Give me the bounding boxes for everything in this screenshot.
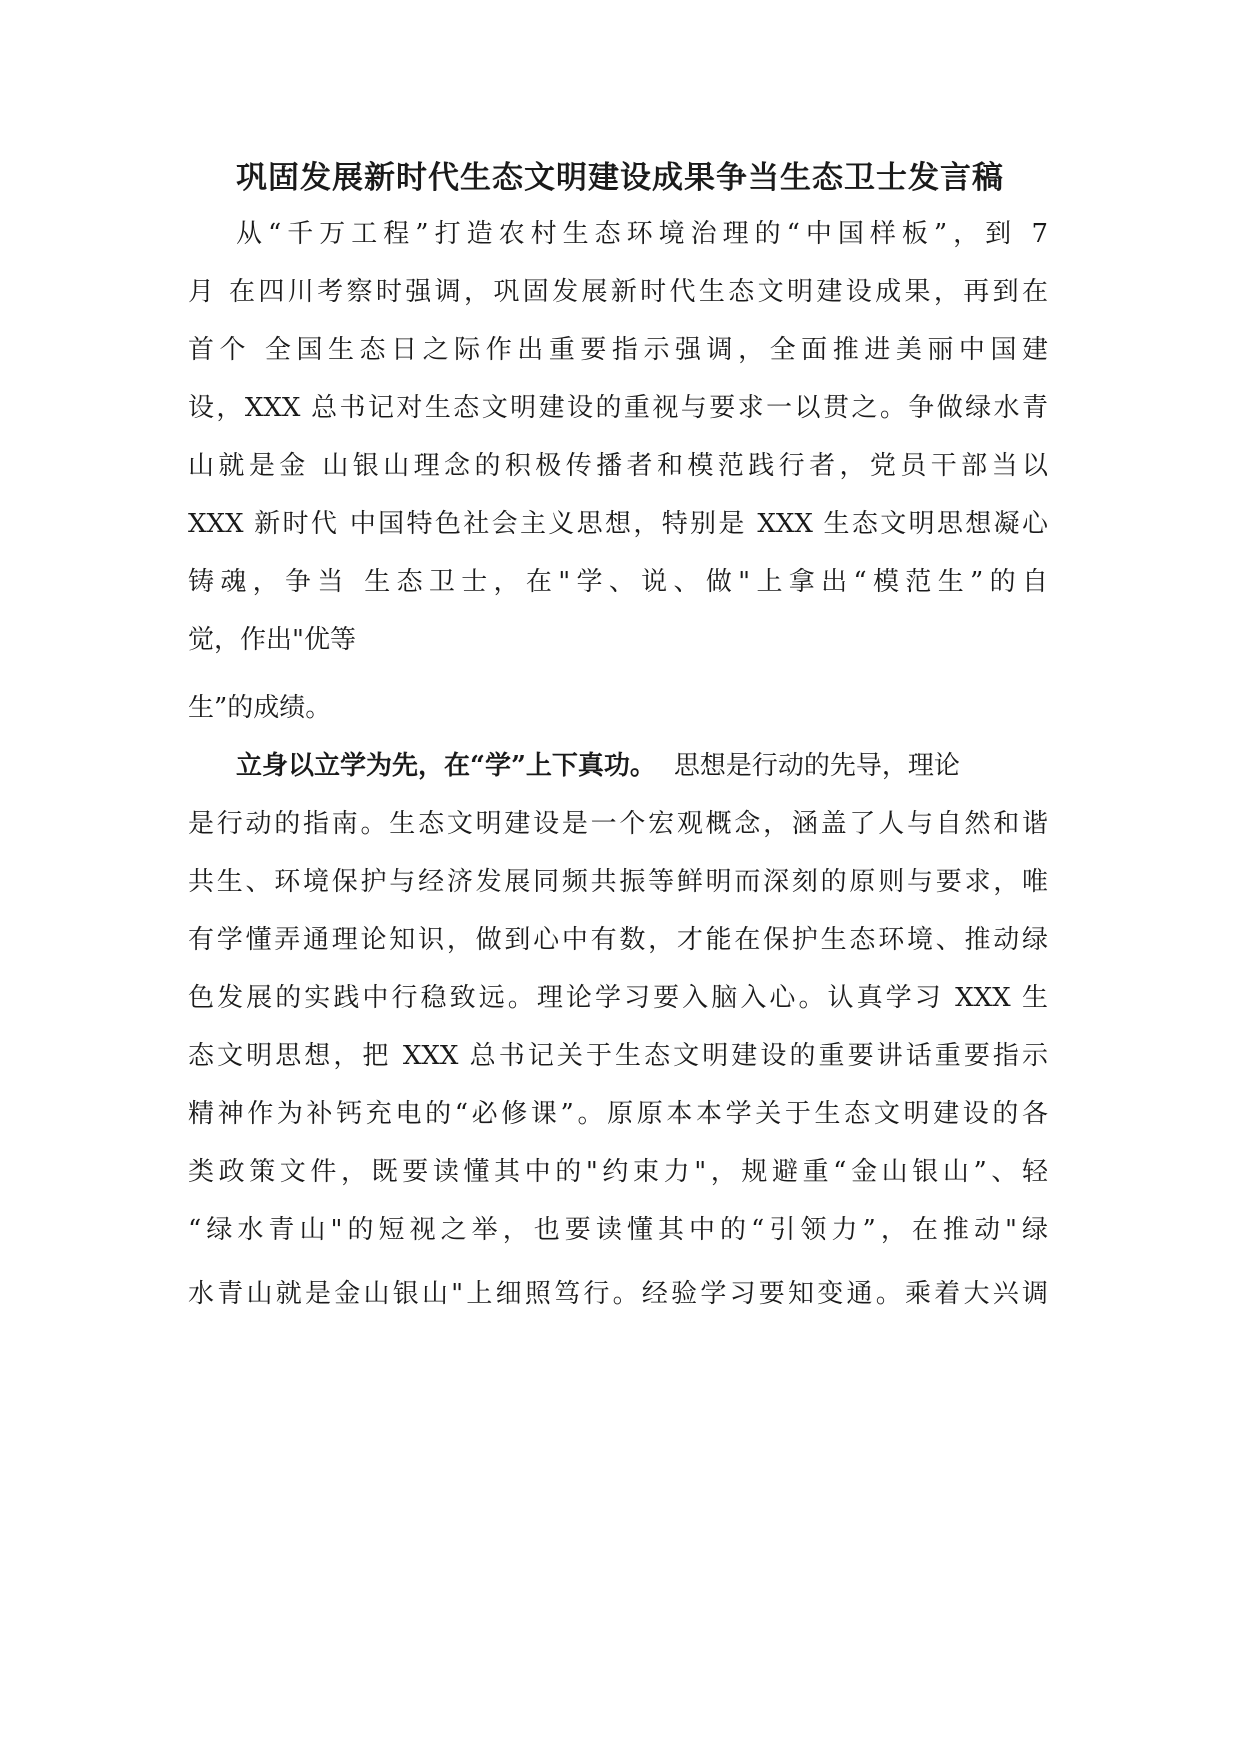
paragraph-2-line-3: 共生、环境保护与经济发展同频共振等鲜明而深刻的原则与要求，唯	[188, 867, 1048, 897]
paragraph-1-line-8: 觉，作出"优等	[188, 625, 356, 655]
document-title: 巩固发展新时代生态文明建设成果争当生态卫士发言稿	[236, 160, 1004, 196]
paragraph-2-line-5: 色发展的实践中行稳致远。理论学习要入脑入心。认真学习 XXX 生	[188, 983, 1048, 1013]
paragraph-1-line-1: 从“千万工程”打造农村生态环境治理的“中国样板”，到 7	[236, 219, 1048, 249]
paragraph-1-line-4: 设，XXX 总书记对生态文明建设的重视与要求一以贯之。争做绿水青	[188, 393, 1048, 423]
paragraph-2-line-2: 是行动的指南。生态文明建设是一个宏观概念，涵盖了人与自然和谐	[188, 809, 1048, 839]
paragraph-2-line-1-rest: 思想是行动的先导，理论	[673, 751, 960, 781]
paragraph-2-line-7: 精神作为补钙充电的“必修课”。原原本本学关于生态文明建设的各	[188, 1099, 1048, 1129]
paragraph-1-line-5: 山就是金 山银山理念的积极传播者和模范践行者，党员干部当以	[188, 451, 1048, 481]
paragraph-1-line-2: 月 在四川考察时强调，巩固发展新时代生态文明建设成果，再到在	[188, 277, 1048, 307]
paragraph-2-line-1	[236, 748, 1048, 784]
paragraph-2-line-10: 水青山就是金山银山"上细照笃行。经验学习要知变通。乘着大兴调	[188, 1279, 1048, 1309]
paragraph-2-lead-heading: 立身以立学为先，在“学”上下真功。	[236, 751, 656, 781]
paragraph-1-line-9: 生”的成绩。	[188, 693, 332, 723]
paragraph-2-line-8: 类政策文件，既要读懂其中的"约束力"，规避重“金山银山”、轻	[188, 1157, 1048, 1187]
paragraph-1-line-6: XXX 新时代 中国特色社会主义思想，特别是 XXX 生态文明思想凝心	[188, 509, 1048, 539]
paragraph-2-line-6: 态文明思想，把 XXX 总书记关于生态文明建设的重要讲话重要指示	[188, 1041, 1048, 1071]
paragraph-2-line-9: “绿水青山"的短视之举，也要读懂其中的“引领力”，在推动"绿	[188, 1215, 1048, 1245]
paragraph-1-line-3: 首个 全国生态日之际作出重要指示强调，全面推进美丽中国建	[188, 335, 1048, 365]
paragraph-1-line-7: 铸魂，争当 生态卫士，在"学、说、做"上拿出“模范生”的自	[188, 567, 1048, 597]
paragraph-2-line-4: 有学懂弄通理论知识，做到心中有数，才能在保护生态环境、推动绿	[188, 925, 1048, 955]
